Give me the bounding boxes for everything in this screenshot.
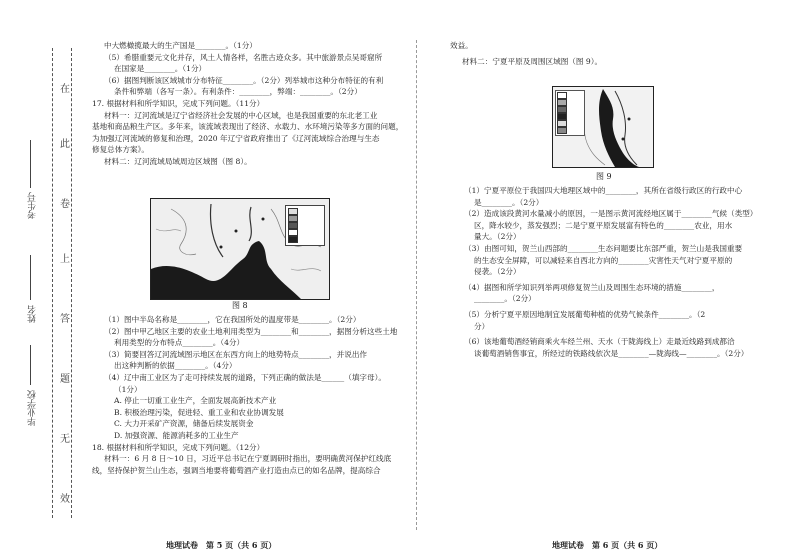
text-line: 材料二：辽河流域局域周边区域图（图 8）。 bbox=[104, 156, 252, 166]
legend-item bbox=[288, 222, 322, 229]
text-line: 谈葡萄酒销售事宜，所经过的铁路线依次是________—陇海线—________。（2分） bbox=[474, 348, 749, 358]
text-line: （4）据图和所学知识列举两项修复贺兰山及周围生态环境的措施________， bbox=[464, 282, 720, 292]
text-line: （3）由图可知，贺兰山西部的________生态问题要比东部严重，贺兰山是我国重要 bbox=[464, 243, 743, 253]
binding-line-outer bbox=[52, 48, 53, 518]
text-line: ________。（2分） bbox=[474, 294, 536, 304]
legend-item bbox=[557, 106, 583, 113]
left-page-questions bbox=[92, 314, 397, 476]
text-line: （2）图中甲乙地区主要的农业土地利用类型为________和________，据图分析这些土地 bbox=[104, 326, 398, 336]
binding-char: 无 bbox=[60, 434, 70, 445]
right-page-footer: 地理试卷 第 6 页（共 6 页） bbox=[552, 540, 663, 550]
candidate-number-label: 考生号 bbox=[28, 192, 38, 219]
candidate-number-blank bbox=[30, 140, 31, 188]
question-heading: 17. 根据材料和所学知识，完成下列问题。（11分） bbox=[92, 98, 265, 108]
figure-9-caption: 图 9 bbox=[596, 172, 612, 181]
figure-8-map bbox=[150, 198, 330, 300]
text-line: （6）该地葡萄酒经销商乘火车经兰州、天水（于陇海线上）走最近线路到成都洽 bbox=[464, 337, 735, 347]
text-line: 在国家是________。（1分） bbox=[114, 64, 207, 74]
legend-item bbox=[288, 236, 322, 243]
text-line: 中大燃橄揽最大的生产国是________。（1分） bbox=[104, 41, 257, 50]
legend-item bbox=[557, 120, 583, 127]
text-line: （6）据图判断该区域城市分布特征________。（2分）列举城市这种分布特征的有利 bbox=[104, 75, 384, 85]
text-line: 为加强辽河流域的修复和治理，2020 年辽宁省政府推出了《辽河流域综合治理与生态 bbox=[92, 133, 380, 143]
text-line: （1）图中半岛名称是________，它在我国所处的温度带是________。（2分） bbox=[104, 315, 361, 324]
text-line: 材料一：6 月 8 日～10 日，习近平总书记在宁夏调研时指出，要明确黄河保护红线底 bbox=[104, 454, 392, 464]
text-line: 材料一：辽河流域是辽宁省经济社会发展的中心区域，也是我国重要的东北老工业 bbox=[104, 110, 378, 120]
option-c: C. 大力开采矿产资源，储备后续发展资金 bbox=[114, 419, 254, 429]
name-blank bbox=[30, 255, 31, 300]
school-label: 毕业学校 bbox=[28, 390, 38, 426]
binding-char: 答 bbox=[60, 314, 70, 325]
binding-char: 卷 bbox=[60, 199, 70, 210]
school-blank bbox=[30, 345, 31, 385]
legend-item bbox=[557, 113, 583, 120]
option-d: D. 加强资源、能源消耗多的工业生产 bbox=[114, 430, 239, 440]
text-line: 利用类型的分布特点________。（4分） bbox=[114, 338, 245, 348]
figure-8-caption: 图 8 bbox=[232, 301, 248, 310]
binding-margin bbox=[0, 0, 70, 560]
text-line: 是________。（2分） bbox=[474, 197, 544, 207]
text-line: 效益。 bbox=[450, 41, 473, 50]
binding-char: 效 bbox=[60, 494, 70, 505]
question-heading: 18. 根据材料和所学知识，完成下列问题。（12分） bbox=[92, 442, 265, 452]
text-line: 区，降水较少，蒸发强烈；二是宁夏平原发展富有特色的________农业，用水 bbox=[474, 220, 733, 230]
text-line: 分） bbox=[474, 321, 490, 331]
right-page-questions bbox=[452, 185, 757, 359]
option-a: A. 停止一切重工业生产，全面发展高新技术产业 bbox=[114, 396, 277, 406]
text-line: 条件和弊端（各写一条）。有利条件：________，弊端：________。（2分） bbox=[114, 87, 362, 97]
text-line: （1分） bbox=[114, 384, 142, 394]
name-label: 姓名 bbox=[28, 305, 38, 323]
binding-char: 题 bbox=[60, 374, 70, 385]
text-line: （2）造成该段黄河水量减小的原因，一是图示黄河流经地区属于________气候（类型） bbox=[464, 209, 758, 219]
legend-item bbox=[288, 208, 322, 215]
text-line: 量大。（2分） bbox=[474, 232, 521, 242]
text-line: 线，坚持保护贺兰山生态，强调当地要将葡萄酒产业打造由点已的如名品牌，提高综合 bbox=[92, 465, 381, 475]
text-line: 修复总体方案》。 bbox=[92, 145, 149, 155]
map-legend bbox=[555, 90, 585, 136]
text-line: 的生态安全屏障，可以减轻来自西北方向的________灾害性天气对宁夏平原的 bbox=[474, 255, 733, 265]
text-line: （5）希腊重要元文化并存，风土人情各样，名胜古迹众多。其中旅游景点吴哥窟所 bbox=[104, 52, 383, 62]
legend-item bbox=[288, 229, 322, 236]
text-line: （3）简要回答辽河流域图示地区在东西方向上的地势特点________，并说出作 bbox=[104, 349, 368, 359]
legend-item bbox=[557, 92, 583, 99]
binding-char: 此 bbox=[60, 139, 70, 150]
text-line: 侵袭。（2分） bbox=[474, 267, 521, 277]
binding-char: 在 bbox=[60, 84, 70, 95]
left-page-footer: 地理试卷 第 5 页（共 6 页） bbox=[166, 540, 277, 550]
legend-item bbox=[557, 127, 583, 134]
text-line: （4）辽中南工业区为了走可持续发展的道路，下列正确的做法是______（填字母）。 bbox=[104, 372, 386, 382]
text-line: （5）分析宁夏平原因地制宜发展葡萄种植的优势气候条件________。（2 bbox=[464, 309, 706, 319]
binding-char: 上 bbox=[60, 254, 70, 265]
map-legend bbox=[285, 205, 325, 246]
text-line: 出这种判断的依据________。（4分） bbox=[114, 361, 237, 371]
text-line: 材料二：宁夏平原及周围区域图（图 9）。 bbox=[462, 56, 603, 66]
binding-line-inner bbox=[71, 48, 72, 518]
legend-item bbox=[288, 215, 322, 222]
text-line: 基地和商品粮生产区。多年来，该流域表现出了经济、水载力、水环境污染等多方面的问题， bbox=[92, 122, 404, 132]
legend-item bbox=[557, 99, 583, 106]
figure-9-map bbox=[552, 86, 654, 168]
left-page-top bbox=[92, 40, 403, 168]
right-page-top bbox=[450, 40, 602, 67]
option-b: B. 积极治理污染，促进轻、重工业和农业协调发展 bbox=[114, 407, 284, 417]
text-line: （1）宁夏平原位于我国四大地理区域中的________，其所在省级行政区的行政中心 bbox=[464, 186, 743, 195]
page-divider bbox=[416, 40, 417, 530]
